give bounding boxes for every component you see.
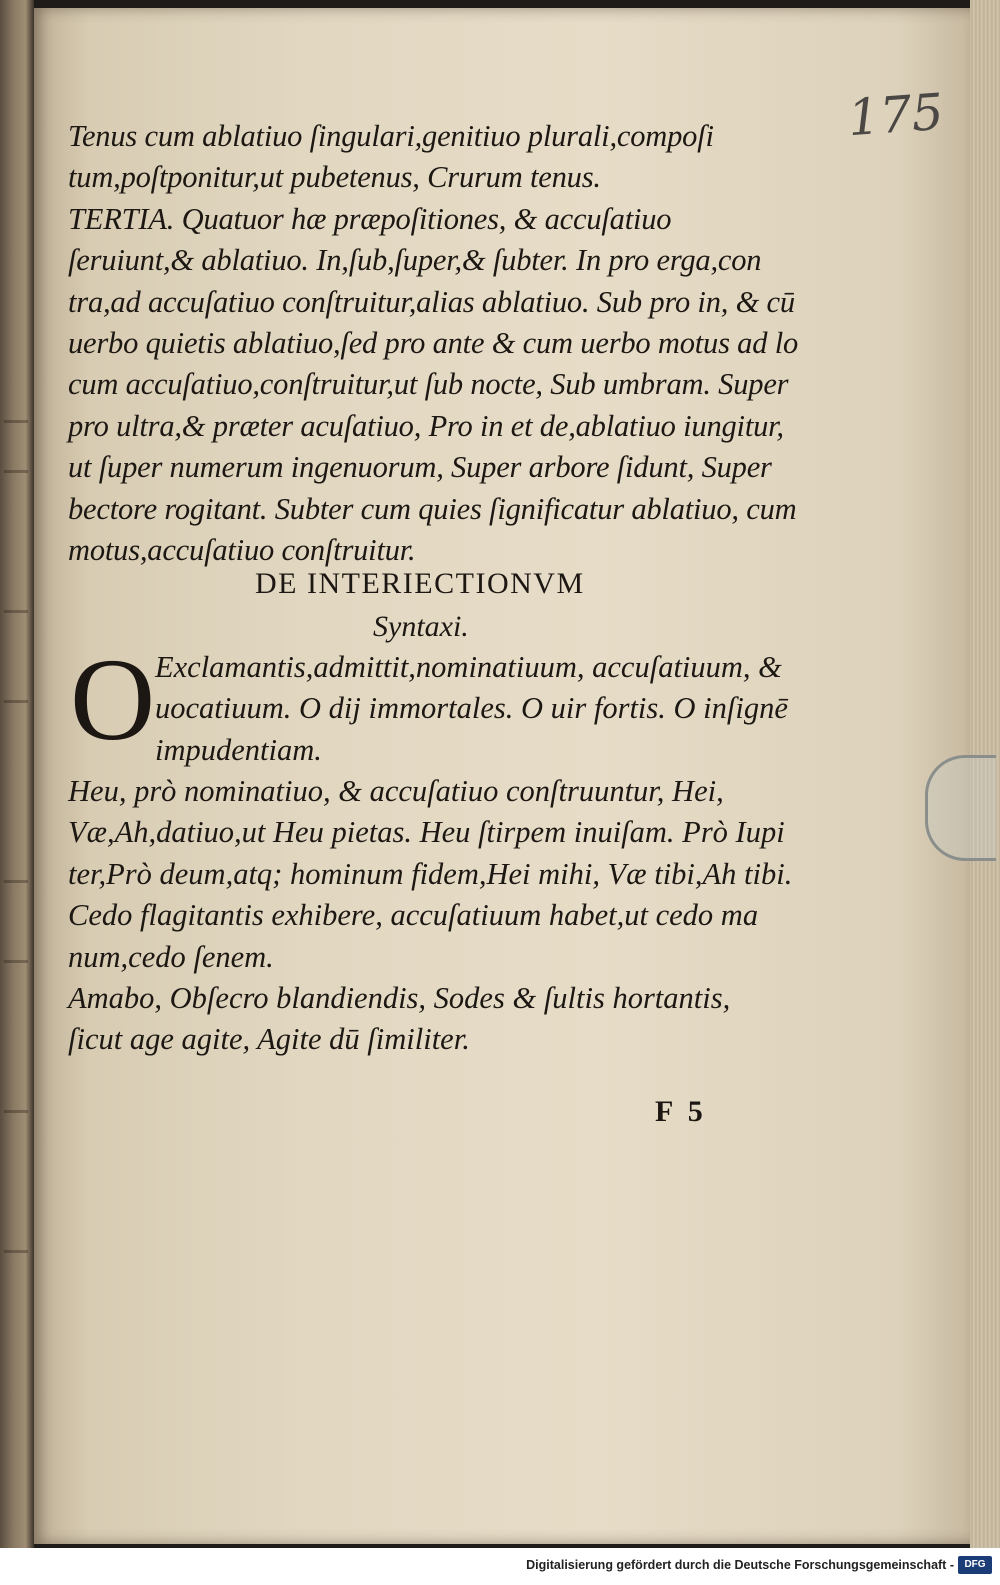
text-line: uerbo quietis ablatiuo,ſed pro ante & cum uerbo motus ad lo: [68, 326, 799, 361]
text-line: tum,poſtponitur,ut pubetenus, Crurum tenus.: [68, 160, 601, 195]
text-line: Exclamantis,admittit,nominatiuum, accuſatiuum, &: [155, 650, 782, 684]
text-line: impudentiam.: [155, 732, 322, 767]
text-line: pro ultra,& præter acuſatiuo, Pro in et de,ablatiuo iungitur,: [68, 408, 784, 443]
previous-page-edge: [0, 0, 34, 1548]
section-heading: DE INTERIECTIONVM: [255, 567, 585, 600]
funding-credit: Digitalisierung gefördert durch die Deutsche Forschungsgemeinschaft -: [526, 1558, 954, 1572]
text-line: uocatiuum. O dij immortales. O uir fortis. O inſignē: [155, 691, 788, 726]
drop-cap: O: [70, 634, 156, 765]
folio-number: 175: [846, 82, 946, 148]
text-line: Heu, prò nominatiuo, & accuſatiuo conſtruuntur, Hei,: [68, 774, 724, 808]
closing-paragraphs: [68, 771, 792, 1061]
main-paragraph: [68, 116, 798, 571]
text-line: num,cedo ſenem.: [68, 939, 274, 974]
text-line: ut ſuper numerum ingenuorum, Super arbore ſidunt, Super: [68, 450, 772, 485]
text-line: ſeruiunt,& ablatiuo. In,ſub,ſuper,& ſubter. In pro erga,con: [68, 243, 762, 278]
text-line: tra,ad accuſatiuo conſtruitur,alias ablatiuo. Sub pro in, & cū: [68, 284, 795, 319]
section-subheading: Syntaxi.: [373, 610, 469, 643]
text-line: ſicut age agite, Agite dū ſimiliter.: [68, 1022, 470, 1057]
text-line: ter,Prò deum,atq; hominum fidem,Hei mihi, Væ tibi,Ah tibi.: [68, 856, 793, 891]
text-line: TERTIA. Quatuor hæ præpoſitiones, & accuſatiuo: [68, 201, 672, 236]
text-line: cum accuſatiuo,conſtruitur,ut ſub nocte, Sub umbram. Super: [68, 367, 789, 402]
signature-mark: F 5: [655, 1095, 707, 1128]
text-line: motus,accuſatiuo conſtruitur.: [68, 533, 416, 568]
drop-cap-paragraph: [155, 647, 788, 771]
text-line: Amabo, Obſecro blandiendis, Sodes & ſultis hortantis,: [68, 981, 731, 1016]
page-clip: [925, 755, 996, 861]
text-line: Tenus cum ablatiuo ſingulari,genitiuo plurali,compoſi: [68, 119, 714, 153]
text-line: Væ,Ah,datiuo,ut Heu pietas. Heu ſtirpem inuiſam. Prò Iupi: [68, 815, 785, 850]
text-line: Cedo flagitantis exhibere, accuſatiuum habet,ut cedo ma: [68, 898, 759, 933]
dfg-logo: DFG: [958, 1556, 992, 1574]
digitization-footer: [0, 1548, 1000, 1585]
text-line: bectore rogitant. Subter cum quies ſignificatur ablatiuo, cum: [68, 491, 797, 526]
